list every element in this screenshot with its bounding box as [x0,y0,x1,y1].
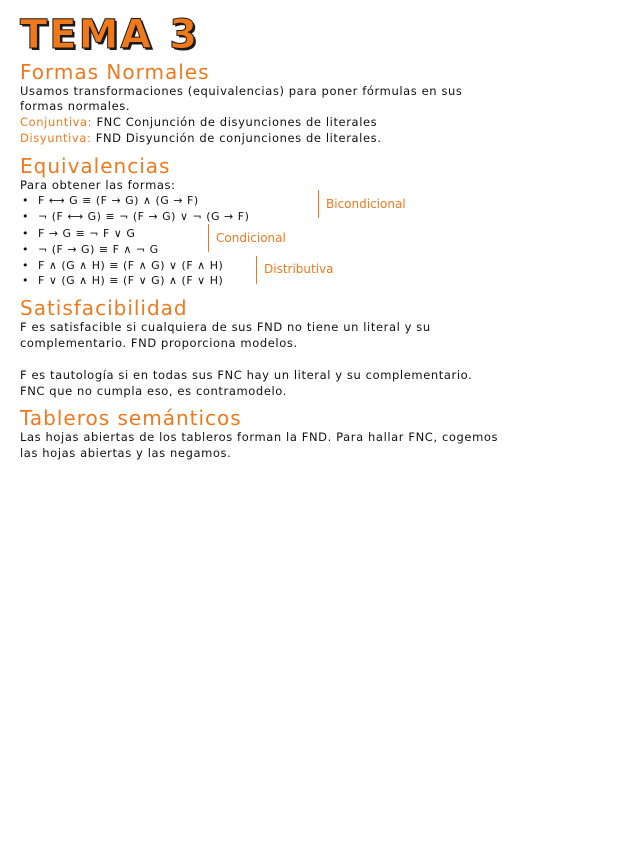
satisfacibilidad-line-1: F es satisfacible si cualquiera de sus FND no tiene un literal y su [20,320,431,334]
equivalence-4: ¬ (F → G) ≡ F ∧ ¬ G [38,243,159,256]
tableros-line-1: Las hojas abiertas de los tableros forman la FND. Para hallar FNC, cogemos [20,430,499,444]
equivalence-2: ¬ (F ⟷ G) ≡ ¬ (F → G) ∨ ¬ (G → F) [38,210,250,223]
equivalencias-intro: Para obtener las formas: [20,178,176,192]
bracket-distributiva [256,256,257,284]
equivalence-6: F ∨ (G ∧ H) ≡ (F ∨ G) ∧ (F ∨ H) [38,274,224,287]
formas-line-2: formas normales. [20,99,131,113]
heading-tableros: Tableros semánticos [20,406,242,430]
formas-disyuntiva [20,131,382,145]
conjuntiva-label: Conjuntiva: [20,115,93,129]
equivalence-1: F ⟷ G ≡ (F → G) ∧ (G → F) [38,194,199,207]
tag-bicondicional: Bicondicional [326,197,406,211]
tableros-line-2: las hojas abiertas y las negamos. [20,446,232,460]
formas-line-1: Usamos transformaciones (equivalencias) para poner fórmulas en sus [20,84,463,98]
bullet-2: • [22,210,29,223]
bullet-3: • [22,227,29,240]
satisfacibilidad-line-3: F es tautología si en todas sus FNC hay un literal y su complementario. [20,368,473,382]
satisfacibilidad-line-4: FNC que no cumpla eso, es contramodelo. [20,384,287,398]
equivalence-3: F → G ≡ ¬ F ∨ G [38,227,136,240]
bullet-5: • [22,259,29,272]
equivalence-5: F ∧ (G ∧ H) ≡ (F ∧ G) ∨ (F ∧ H) [38,259,224,272]
bullet-6: • [22,274,29,287]
bullet-1: • [22,194,29,207]
bracket-condicional [208,224,209,252]
conjuntiva-text: FNC Conjunción de disyunciones de literales [96,115,378,129]
formas-conjuntiva [20,115,377,129]
tag-condicional: Condicional [216,231,286,245]
tag-distributiva: Distributiva [264,262,334,276]
disyuntiva-text: FND Disyunción de conjunciones de literales. [95,131,382,145]
heading-equivalencias: Equivalencias [20,154,171,178]
bullet-4: • [22,243,29,256]
heading-formas-normales: Formas Normales [20,60,210,84]
satisfacibilidad-line-2: complementario. FND proporciona modelos. [20,336,298,350]
heading-satisfacibilidad: Satisfacibilidad [20,296,188,320]
page-title: TEMA 3 [20,12,200,58]
disyuntiva-label: Disyuntiva: [20,131,92,145]
bracket-bicondicional [318,190,319,218]
